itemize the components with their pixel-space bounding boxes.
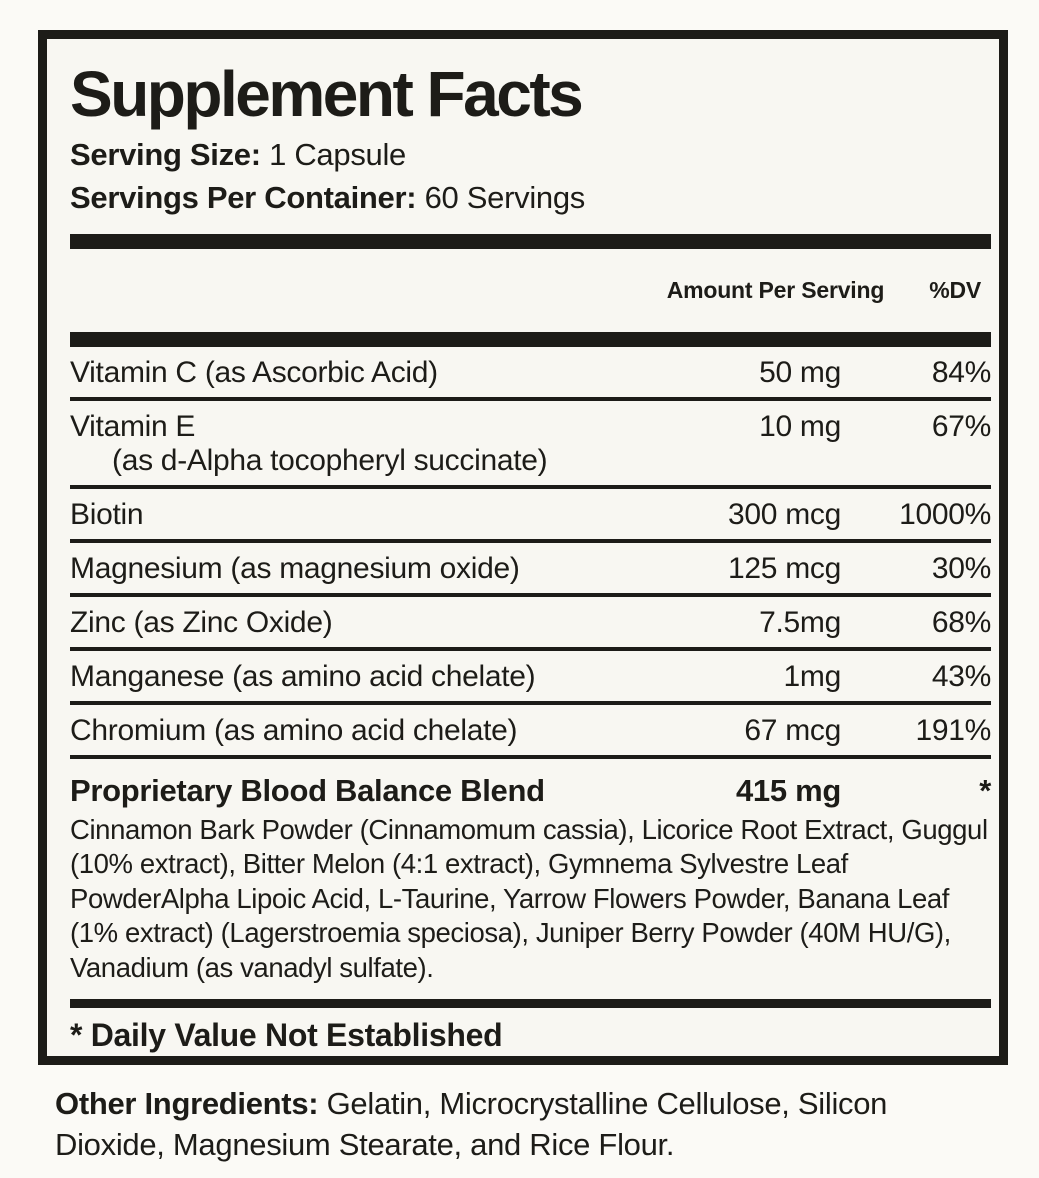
- nutrient-row-chromium: [70, 705, 991, 759]
- supplement-facts-panel: [38, 30, 1008, 1065]
- nutrient-name-sub: (as d-Alpha tocopheryl succinate): [112, 443, 548, 477]
- divider-thick-top: [70, 234, 991, 249]
- nutrient-amount: 7.5mg: [759, 605, 841, 639]
- nutrient-dv: 30%: [931, 551, 991, 585]
- blend-name: Proprietary Blood Balance Blend: [70, 772, 545, 808]
- nutrient-amount: 300 mcg: [728, 497, 841, 531]
- servings-per-container-value: 60 Servings: [416, 179, 585, 215]
- nutrient-name: [70, 410, 661, 478]
- other-ingredients-value: Gelatin, Microcrystalline Cellulose, Silicon Dioxide, Magnesium Stearate, and Rice Flour.: [55, 1086, 888, 1163]
- blend-dv-asterisk: *: [979, 772, 991, 808]
- nutrient-row-zinc: [70, 597, 991, 651]
- other-ingredients-label: Other Ingredients:: [55, 1086, 319, 1121]
- nutrient-amount: 50 mg: [759, 355, 841, 389]
- nutrient-amount: 67 mcg: [744, 713, 841, 747]
- nutrient-row-vitamin-e: [70, 401, 991, 489]
- nutrient-row-magnesium: [70, 543, 991, 597]
- nutrient-name: Chromium (as amino acid chelate): [70, 713, 518, 747]
- nutrient-name: Manganese (as amino acid chelate): [70, 659, 536, 693]
- column-header-dv: %DV: [929, 276, 981, 303]
- nutrient-dv: 191%: [915, 713, 991, 747]
- nutrient-dv: 68%: [931, 605, 991, 639]
- nutrient-name: Biotin: [70, 497, 144, 531]
- nutrient-name: Magnesium (as magnesium oxide): [70, 551, 520, 585]
- column-header-row: [70, 249, 991, 332]
- panel-title: Supplement Facts: [70, 58, 582, 130]
- nutrient-dv: 67%: [931, 409, 991, 443]
- servings-per-container-label: Servings Per Container:: [70, 179, 417, 215]
- serving-size-value: 1 Capsule: [260, 137, 406, 173]
- nutrient-name: Zinc (as Zinc Oxide): [70, 605, 333, 639]
- nutrient-name: Vitamin C (as Ascorbic Acid): [70, 355, 438, 389]
- nutrient-dv: 43%: [931, 659, 991, 693]
- nutrient-amount: 125 mcg: [728, 551, 841, 585]
- nutrient-amount: 1mg: [783, 659, 841, 693]
- column-header-amount: Amount Per Serving: [666, 276, 885, 303]
- other-ingredients-section: [55, 1083, 1000, 1165]
- divider-footnote: [70, 999, 991, 1008]
- nutrient-row-biotin: [70, 489, 991, 543]
- nutrient-name-main: Vitamin E: [70, 409, 196, 443]
- blend-amount: 415 mg: [735, 772, 841, 808]
- blend-ingredients-text: Cinnamon Bark Powder (Cinnamomum cassia), Licorice Root Extract, Guggul (10% extract), Bitter Melon (4:1 extract), Gymnema Sylvestre Leaf PowderAlpha Lipoic Acid, L-Taurine, Yarrow Flowers Powder, Banana Leaf (1% extract) (Lagerstroemia speciosa), Juniper Berry Powder (40M HU/G), Vanadium (as vanadyl sulfate).: [70, 813, 988, 983]
- serving-size-line: [70, 136, 991, 175]
- blend-row: [70, 759, 991, 809]
- daily-value-footnote: * Daily Value Not Established: [70, 1017, 503, 1054]
- nutrient-row-manganese: [70, 651, 991, 705]
- servings-per-container-line: [70, 179, 991, 218]
- nutrient-dv: 1000%: [899, 497, 991, 531]
- nutrient-row-vitamin-c: [70, 347, 991, 401]
- nutrient-amount: 10 mg: [759, 409, 841, 443]
- nutrient-dv: 84%: [931, 355, 991, 389]
- serving-size-label: Serving Size:: [70, 137, 261, 173]
- divider-thick-header: [70, 332, 991, 347]
